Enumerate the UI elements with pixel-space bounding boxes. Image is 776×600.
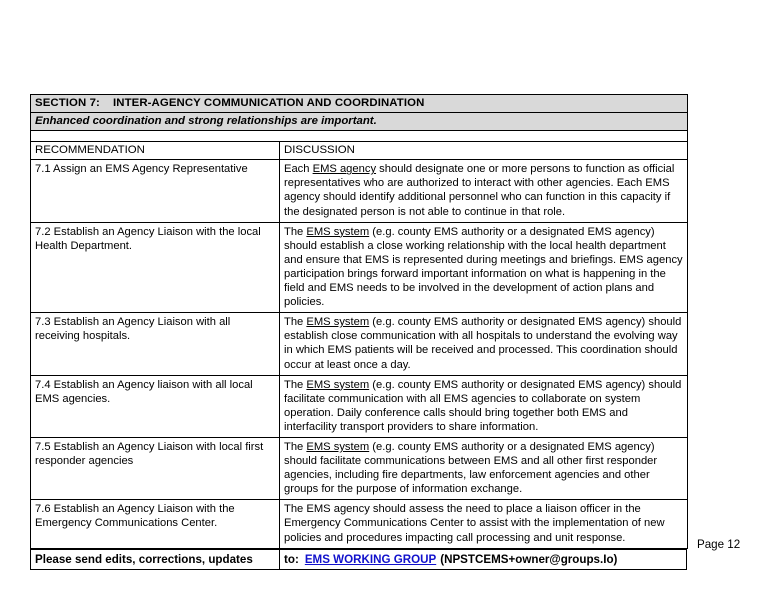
- table-row: [31, 313, 688, 375]
- discussion-term: EMS system: [306, 378, 370, 391]
- discussion-rest: (e.g. county EMS authority or a designated EMS agency) should establish a close working relationship with the local health department and ensure that EMS is represented during meetings and briefings. EMS agency participation brings forward important information on what is happening in the field and EMS needs to be involved in the development of action plans and policies.: [284, 225, 683, 309]
- column-header-recommendation: RECOMMENDATION: [31, 142, 280, 160]
- discussion-cell: [280, 160, 688, 222]
- table-row-spacer: [31, 131, 688, 142]
- discussion-prefix: The: [284, 440, 307, 453]
- discussion-prefix: The: [284, 225, 307, 238]
- table-row: [31, 437, 688, 499]
- column-header-discussion: DISCUSSION: [280, 142, 688, 160]
- discussion-term: EMS system: [306, 440, 370, 453]
- discussion-rest: (e.g. county EMS authority or a designated EMS agency) should facilitate communications between EMS and all other first responder agencies, including fire departments, law enforcement agencies and other groups for the purpose of information exchange.: [284, 440, 658, 496]
- table-row: [31, 222, 688, 313]
- ems-working-group-link[interactable]: EMS WORKING GROUP: [304, 553, 437, 566]
- discussion-term: EMS system: [306, 225, 370, 238]
- discussion-cell: [280, 375, 688, 437]
- discussion-rest: (e.g. county EMS authority or designated EMS agency) should establish close communication with all hospitals to understand the evolving way in which EMS patients will be received and processed. This coordination should occur at least once a day.: [284, 316, 682, 371]
- recommendation-cell: 7.5 Establish an Agency Liaison with local first responder agencies: [31, 437, 280, 499]
- spacer-cell: [31, 131, 688, 142]
- table-row-section-subheading: [31, 113, 688, 131]
- table-row-section-heading: [31, 95, 688, 113]
- recommendation-cell: 7.1 Assign an EMS Agency Representative: [31, 160, 280, 222]
- recommendation-cell: 7.6 Establish an Agency Liaison with the Emergency Communications Center.: [31, 500, 280, 548]
- section-subheading-text: Enhanced coordination and strong relationships are important.: [35, 115, 377, 128]
- discussion-cell: [280, 437, 688, 499]
- discussion-prefix: The: [284, 316, 307, 329]
- table-row-column-headers: [31, 142, 688, 160]
- recommendation-cell: 7.3 Establish an Agency Liaison with all receiving hospitals.: [31, 313, 280, 375]
- section-subheading-cell: [31, 113, 688, 131]
- table-row: [31, 160, 688, 222]
- discussion-cell: [280, 313, 688, 375]
- discussion-prefix: The EMS agency should assess the need to place a liaison officer in the Emergency Communications Center to assist with the implementation of new policies and procedures impacting call processing and unit response.: [284, 503, 665, 544]
- page-number: Page 12: [697, 538, 741, 551]
- discussion-rest: should designate one or more persons to function as official representatives who are authorized to interact with other agencies. Each EMS agency should identify additional personnel who can function in this capacity if the designated person is not able to continue in that role.: [284, 163, 675, 218]
- discussion-cell: [280, 222, 688, 313]
- discussion-prefix: Each: [284, 163, 313, 176]
- footer-email-address: (NPSTCEMS+owner@groups.Io): [440, 553, 618, 566]
- section-heading-cell: [31, 95, 688, 113]
- table-body: [31, 95, 688, 549]
- footer-to-label: to:: [284, 553, 299, 566]
- table-row: [31, 500, 688, 548]
- discussion-rest: (e.g. county EMS authority or designated EMS agency) should facilitate communication with all EMS agencies to collaborate on system operation. Daily conference calls should bring together both EMS and interfacility transport providers to share information.: [284, 378, 682, 433]
- recommendations-table: [30, 94, 688, 549]
- discussion-prefix: The: [284, 378, 307, 391]
- footer-contact: [280, 550, 617, 569]
- recommendation-cell: 7.2 Establish an Agency Liaison with the local Health Department.: [31, 222, 280, 313]
- discussion-cell: [280, 500, 688, 548]
- footer-message: Please send edits, corrections, updates: [31, 550, 280, 569]
- discussion-term: EMS system: [306, 316, 370, 329]
- table-row: [31, 375, 688, 437]
- recommendation-cell: 7.4 Establish an Agency liaison with all local EMS agencies.: [31, 375, 280, 437]
- discussion-term: EMS agency: [312, 163, 377, 176]
- section-heading-text: SECTION 7: INTER-AGENCY COMMUNICATION AND COORDINATION: [35, 97, 425, 109]
- footer-contact-banner: [30, 549, 687, 570]
